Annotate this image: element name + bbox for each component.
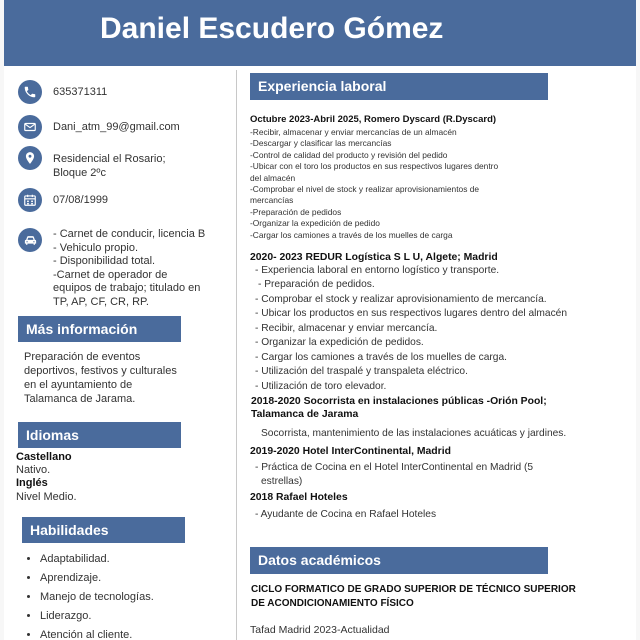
- more-info-line: Preparación de eventos: [24, 351, 141, 363]
- language-name: Inglés: [16, 477, 48, 490]
- task-line: - Experiencia laboral en entorno logístico y transporte.: [255, 265, 500, 276]
- permit-line: TP, AP, CF, CR, RP.: [53, 295, 149, 308]
- task-line: del almacén: [250, 172, 296, 183]
- permit-line: - Disponibilidad total.: [53, 255, 156, 267]
- phone-number: 635371311: [53, 86, 108, 98]
- more-info-line: en el ayuntamiento de: [24, 379, 133, 391]
- contact-email: [18, 115, 180, 139]
- task-line: - Utilización de toro elevador.: [255, 380, 387, 392]
- job-text-rafael-hoteles: - Ayudante de Cocina en Rafael Hoteles: [255, 509, 437, 520]
- more-info-text: [24, 350, 177, 406]
- car-icon: [18, 228, 42, 252]
- language-level: Nivel Medio.: [16, 490, 77, 503]
- permit-line: -Carnet de operador de: [53, 268, 168, 281]
- permit-line: - Carnet de conducir, licencia B: [53, 228, 206, 240]
- skill-item: • Liderazgo.: [40, 607, 154, 626]
- task-line: - Organizar la expedición de pedidos.: [255, 337, 424, 349]
- mail-icon: [18, 115, 42, 139]
- skills-heading: Habilidades: [22, 517, 185, 543]
- more-info-line: Talamanca de Jarama.: [24, 393, 136, 405]
- school-and-dates: Tafad Madrid 2023-Actualidad: [250, 624, 390, 636]
- header-banner: [4, 0, 636, 66]
- task-line: -Cargar los camiones a través de los muelles de carga: [250, 229, 453, 240]
- degree-line: CICLO FORMATICO DE GRADO SUPERIOR DE TÉCNICO SUPERIOR: [251, 584, 576, 595]
- skills-list: [21, 550, 154, 640]
- language-name: Castellano: [16, 451, 72, 463]
- job-title-redur: 2020- 2023 REDUR Logística S L U, Algete; Madrid: [250, 252, 498, 263]
- job-line: estrellas): [261, 475, 303, 487]
- task-line: - Utilización del traspalé y transpaleta eléctrico.: [255, 366, 468, 378]
- task-line: - Comprobar el stock y realizar aprovisionamiento de mercancía.: [255, 293, 547, 305]
- languages-heading: Idiomas: [18, 422, 181, 448]
- job-title-orion-pool: [251, 395, 547, 421]
- experience-heading: Experiencia laboral: [250, 73, 548, 100]
- skill-item: • Adaptabilidad.: [40, 550, 154, 569]
- degree-line: DE ACONDICIONAMIENTO FÍSICO: [251, 598, 414, 609]
- contact-permits: [18, 228, 205, 309]
- task-line: -Descargar y clasificar las mercancías: [250, 138, 392, 149]
- job-tasks-romero: [250, 127, 498, 241]
- task-line: - Cargar los camiones a través de los muelles de carga.: [255, 351, 507, 363]
- task-line: - Ubicar los productos en sus respectivos lugares dentro del almacén: [255, 308, 568, 320]
- skill-item: • Aprendizaje.: [40, 569, 154, 588]
- academic-heading: Datos académicos: [250, 547, 548, 574]
- more-info-line: deportivos, festivos y culturales: [24, 365, 177, 377]
- email-address: Dani_atm_99@gmail.com: [53, 121, 180, 133]
- task-line: - Recibir, almacenar y enviar mercancía.: [255, 322, 438, 334]
- task-line: -Organizar la expedición de pedido: [250, 218, 380, 229]
- job-line: - Práctica de Cocina en el Hotel InterContinental en Madrid (5: [255, 462, 534, 473]
- column-divider: [236, 70, 237, 640]
- birthdate: 07/08/1999: [53, 194, 109, 206]
- permit-line: equipos de trabajo; titulado en: [53, 282, 201, 294]
- task-line: mercancías: [250, 195, 294, 206]
- task-line: - Preparación de pedidos.: [258, 279, 375, 291]
- more-info-heading: Más información: [18, 316, 181, 342]
- job-title-intercontinental: 2019-2020 Hotel InterContinental, Madrid: [250, 446, 451, 457]
- task-line: -Comprobar el nivel de stock y realizar aprovisionamientos de: [250, 184, 480, 195]
- job-title-line: 2018-2020 Socorrista en instalaciones públicas -Orión Pool;: [251, 396, 547, 407]
- job-title-romero: Octubre 2023-Abril 2025, Romero Dyscard (R.Dyscard): [250, 114, 497, 125]
- task-line: -Preparación de pedidos: [250, 206, 342, 217]
- resume-page: [4, 0, 636, 640]
- job-tasks-redur: [255, 264, 567, 394]
- job-title-rafael-hoteles: 2018 Rafael Hoteles: [250, 492, 348, 503]
- job-title-line: Talamanca de Jarama: [251, 409, 359, 420]
- task-line: -Ubicar con el toro los productos en sus respectivos lugares dentro: [250, 161, 499, 172]
- degree-title: [251, 583, 576, 611]
- contact-address: [18, 146, 166, 180]
- contact-phone: [18, 80, 107, 104]
- job-text-intercontinental: [255, 461, 533, 488]
- task-line: -Control de calidad del producto y revisión del pedido: [250, 149, 448, 160]
- language-level: Nativo.: [16, 464, 51, 477]
- skill-item: • Atención al cliente.: [40, 626, 154, 640]
- skill-item: • Manejo de tecnologías.: [40, 588, 154, 607]
- permit-line: - Vehiculo propio.: [53, 241, 138, 254]
- task-line: -Recibir, almacenar y enviar mercancías de un almacén: [250, 127, 457, 137]
- calendar-icon: [18, 188, 42, 212]
- address-line-2: Bloque 2ºc: [53, 167, 106, 179]
- languages-list: [16, 451, 77, 504]
- phone-icon: [18, 80, 42, 104]
- location-pin-icon: [18, 146, 42, 170]
- contact-birthdate: [18, 188, 108, 212]
- job-text-orion-pool: Socorrista, mantenimiento de las instalaciones acuáticas y jardines.: [261, 428, 567, 439]
- address-line-1: Residencial el Rosario;: [53, 153, 166, 165]
- candidate-name: Daniel Escudero Gómez: [100, 12, 444, 45]
